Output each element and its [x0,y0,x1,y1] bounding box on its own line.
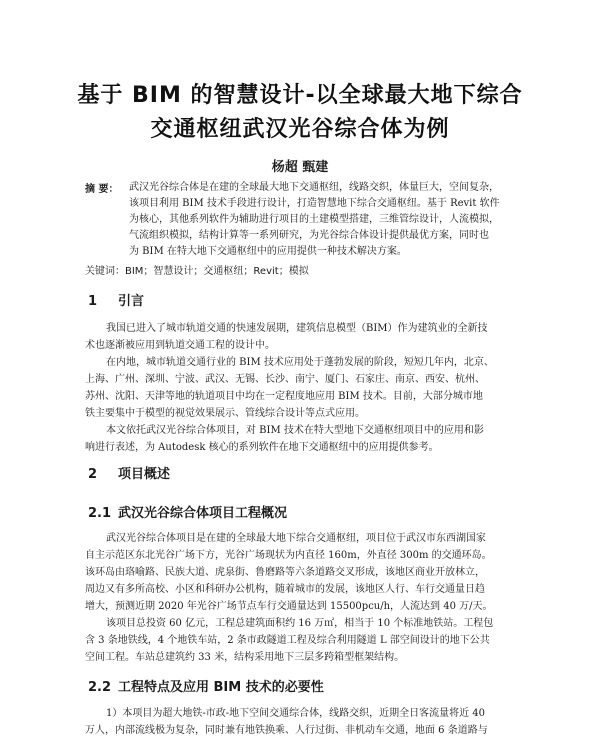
abstract-line: 为 BIM 在特大地下交通枢纽中的应用提供一种技术解决方案。 [129,246,407,257]
text-line: 武汉光谷综合体项目是在建的全球最大地下综合交通枢纽，项目位于武汉市东西湖国家 [106,533,486,544]
abstract-line: 气流组织模拟，结构计算等一系列研究，为光谷综合体设计提供最优方案，同时也 [129,230,489,241]
section-number: 2.1 [88,506,112,521]
intro-paragraph-3 [85,422,525,456]
intro-paragraph-1 [85,320,525,354]
text-line: 该项目总投资 60 亿元，工程总建筑面积约 16 万㎡，相当于 10 个标准地铁站。工程包 [106,618,494,629]
text-line: 响进行表述，为 Autodesk 核心的系列软件在地下交通枢纽中的应用提供参考。 [85,442,439,453]
text-line: 含 3 条地铁线，4 个地铁车站，2 条市政隧道工程及综合利用隧道 L 部空间设计的地下公共 [85,635,490,646]
text-line: 周边又有多所高校、小区和科研办公机构，随着城市的发展，该地区人行、车行交通量日趋 [85,584,485,595]
abstract-label: 摘 要： [85,184,119,195]
subsection-heading-project-overview [88,502,287,521]
abstract-line: 为核心，其他系列软件为辅助进行项目的土建模型搭建，三维管综设计，人流模拟， [129,214,499,225]
abstract [85,180,525,260]
intro-paragraph-2 [85,354,525,422]
text-line: 苏州、沈阳、天津等地的轨道项目中均在一定程度地应用 BIM 技术。目前，大部分城市地 [85,391,483,402]
section-number: 2.2 [88,680,112,695]
text-line: 术也逐渐被应用到轨道交通工程的设计中。 [85,340,275,351]
section-title: 引言 [118,294,145,309]
features-paragraph-1 [85,705,525,739]
subsection-heading-features [88,676,324,695]
abstract-line: 武汉光谷综合体是在建的全球最大地下交通枢纽，线路交织，体量巨大，空间复杂， [129,182,499,193]
paper-title-line-1: 基于 BIM 的智慧设计-以全球最大地下综合 [77,83,523,108]
overview-paragraph-2 [85,615,525,666]
overview-paragraph-1 [85,530,525,615]
paper-title-line-2: 交通枢纽武汉光谷综合体为例 [150,117,450,142]
abstract-line: 该项目利用 BIM 技术手段进行设计，打造智慧地下综合交通枢纽。基于 Revit 软件 [129,198,500,209]
text-line: 1）本项目为超大地铁-市政-地下空间交通综合体，线路交织，近期全日客流量将近 40 [106,708,486,719]
section-title: 工程特点及应用 BIM 技术的必要性 [118,680,324,695]
section-number: 2 [88,467,98,482]
text-line: 增大，预测近期 2020 年光谷广场节点车行交通量达到 15500pcu/h，人流达到 40 万/天。 [85,601,493,612]
text-line: 我国已进入了城市轨道交通的快速发展期，建筑信息模型（BIM）作为建筑业的全新技 [106,323,488,334]
section-number: 1 [88,294,98,309]
keywords: 关键词：BIM；智慧设计；交通枢纽；Revit；模拟 [85,266,309,277]
section-heading-overview [88,463,170,482]
text-line: 在内地，城市轨道交通行业的 BIM 技术应用处于蓬勃发展的阶段，短短几年内，北京、 [106,357,494,368]
text-line: 该环岛由珞喻路、民族大道、虎泉街、鲁磨路等六条道路交叉形成，该地区商业开放林立， [85,567,485,578]
section-title: 武汉光谷综合体项目工程概况 [118,506,288,521]
text-line: 空间工程。车站总建筑约 33 米，结构采用地下三层多跨箱型框架结构。 [85,652,405,663]
text-line: 本文依托武汉光谷综合体项目，对 BIM 技术在特大型地下交通枢纽项目中的应用和影 [106,425,484,436]
authors: 杨超 甄建 [271,160,329,175]
text-line: 万人，内部流线极为复杂，同时兼有地铁换乘、人行过街、非机动车交通，地面 6 条道路与 [85,725,488,736]
section-heading-introduction [88,290,144,309]
text-line: 上海、广州、深圳、宁波、武汉、无锡、长沙、南宁、厦门、石家庄、南京、西安、杭州、 [85,374,485,385]
text-line: 铁主要集中于模型的视觉效果展示、管线综合设计等点式应用。 [85,408,365,419]
text-line: 自主示范区东北光谷广场下方，光谷广场现状为内直径 160m，外直径 300m 的交通环岛。 [85,550,492,561]
section-title: 项目概述 [118,467,171,482]
